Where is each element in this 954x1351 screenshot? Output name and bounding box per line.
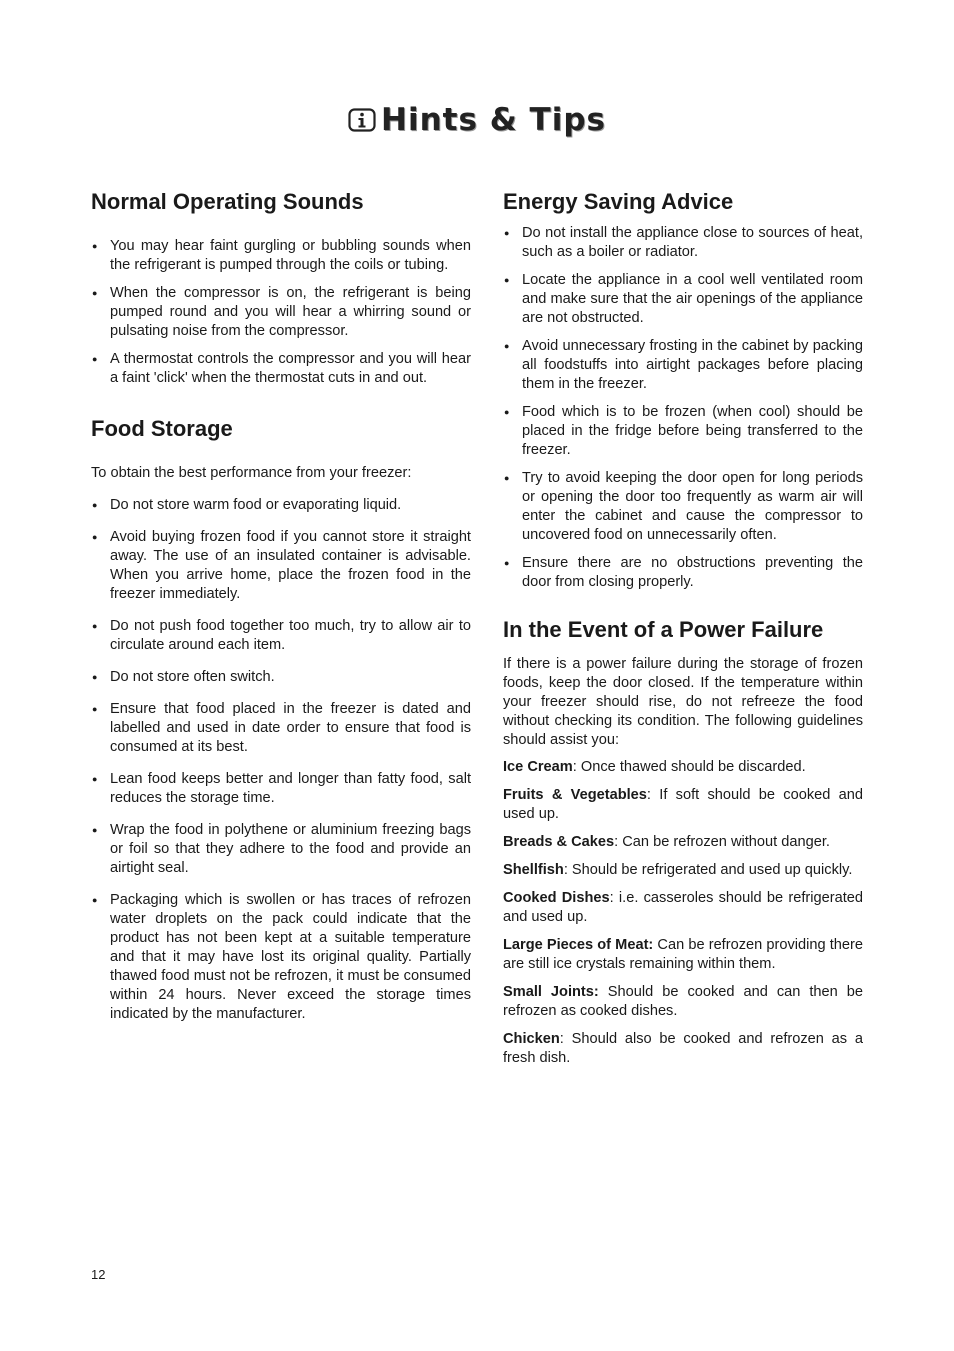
normal-sounds-list bbox=[91, 237, 471, 388]
guideline-ice-cream bbox=[503, 758, 863, 777]
food-storage-list bbox=[91, 496, 471, 1024]
left-column bbox=[91, 189, 471, 1024]
guideline-label: Breads & Cakes bbox=[503, 834, 615, 850]
list-item: ● Lean food keeps better and longer than fatty food, salt reduces the storage time. bbox=[91, 770, 471, 808]
section-heading-energy-saving: Energy Saving Advice bbox=[503, 189, 734, 214]
guideline-large-pieces-meat bbox=[503, 936, 863, 974]
energy-saving-list bbox=[503, 224, 863, 592]
power-failure-intro: If there is a power failure during the storage of frozen foods, keep the door closed. If the temperature within your freezer should rise, do not refreeze the food without checking its condition. The following guidelines should assist you: bbox=[503, 656, 863, 748]
list-item: ● Wrap the food in polythene or aluminium freezing bags or foil so that they adhere to the food and provide an airtight seal. bbox=[91, 821, 471, 878]
right-column bbox=[503, 189, 863, 1068]
list-item: ● Avoid buying frozen food if you cannot store it straight away. The use of an insulated container is advisable. When you arrive home, place the frozen food in the freezer immediately. bbox=[91, 528, 471, 604]
guideline-label: Large Pieces of Meat: bbox=[503, 937, 654, 953]
guideline-text: Should be cooked and can then be refrozen as cooked dishes. bbox=[503, 984, 864, 1019]
list-item: ● Do not install the appliance close to sources of heat, such as a boiler or radiator. bbox=[503, 224, 863, 262]
guideline-chicken bbox=[503, 1030, 863, 1068]
guideline-shellfish bbox=[503, 861, 863, 880]
page-number: 12 bbox=[91, 1267, 106, 1282]
list-item: ● Ensure that food placed in the freezer is dated and labelled and used in date order to ensure that food is consumed at its best. bbox=[91, 700, 471, 757]
list-item: ● Locate the appliance in a cool well ventilated room and make sure that the air openings of the appliance are not obstructed. bbox=[503, 271, 863, 328]
guideline-label: Chicken bbox=[503, 1031, 560, 1047]
guideline-text: : Should be refrigerated and used up quickly. bbox=[563, 862, 853, 878]
list-item: ● Do not store warm food or evaporating liquid. bbox=[91, 496, 471, 515]
guideline-text: : Should also be cooked and refrozen as a fresh dish. bbox=[503, 1031, 863, 1066]
guideline-text: : If soft should be cooked and used up. bbox=[503, 787, 863, 822]
guideline-text: Can be refrozen providing there are still ice crystals remaining within them. bbox=[503, 937, 863, 972]
list-item: ● When the compressor is on, the refrigerant is being pumped round and you will hear a whirring sound or pulsating noise from the compressor. bbox=[91, 284, 471, 341]
guideline-label: Ice Cream bbox=[503, 759, 573, 775]
food-storage-intro: To obtain the best performance from your freezer: bbox=[91, 465, 412, 481]
guideline-small-joints bbox=[503, 983, 863, 1021]
guideline-label: Small Joints: bbox=[503, 984, 599, 1000]
list-item: ● Avoid unnecessary frosting in the cabinet by packing all foodstuffs into airtight packages before placing them in the freezer. bbox=[503, 337, 863, 394]
guideline-cooked-dishes bbox=[503, 889, 863, 927]
list-item: ● Try to avoid keeping the door open for long periods or opening the door too frequently as warm air will enter the cabinet and cause the compressor to uncovered food on unnecessarily often. bbox=[503, 469, 863, 545]
list-item: ● Packaging which is swollen or has traces of refrozen water droplets on the pack could indicate that the product has not been kept at a suitable temperature and that it may have lost its original quality. Partially thawed food must not be refrozen, it must be consumed within 24 hours. Never exceed the storage times indicated by the manufacturer. bbox=[91, 891, 471, 1024]
page-title: Hints & Tips bbox=[381, 102, 606, 138]
page-header bbox=[0, 102, 954, 138]
guideline-text: : i.e. casseroles should be refrigerated and used up. bbox=[503, 890, 863, 925]
list-item: ● Do not store often switch. bbox=[91, 668, 471, 687]
list-item: ● You may hear faint gurgling or bubbling sounds when the refrigerant is pumped through the coils or tubing. bbox=[91, 237, 471, 275]
guideline-text: : Can be refrozen without danger. bbox=[614, 834, 830, 850]
list-item: ● Ensure there are no obstructions preventing the door from closing properly. bbox=[503, 554, 863, 592]
section-heading-normal-sounds: Normal Operating Sounds bbox=[91, 189, 364, 214]
guideline-text: : Once thawed should be discarded. bbox=[572, 759, 806, 775]
guideline-fruits-vegetables bbox=[503, 786, 863, 824]
guideline-breads-cakes bbox=[503, 833, 863, 852]
section-heading-food-storage: Food Storage bbox=[91, 416, 233, 441]
list-item: ● Food which is to be frozen (when cool) should be placed in the fridge before being transferred to the freezer. bbox=[503, 403, 863, 460]
page-title-group bbox=[348, 102, 606, 138]
guideline-label: Fruits & Vegetables bbox=[503, 787, 647, 803]
section-heading-power-failure: In the Event of a Power Failure bbox=[503, 617, 824, 642]
info-icon bbox=[348, 108, 376, 132]
list-item: ● Do not push food together too much, try to allow air to circulate around each item. bbox=[91, 617, 471, 655]
guideline-label: Shellfish bbox=[503, 862, 564, 878]
guideline-label: Cooked Dishes bbox=[503, 890, 610, 906]
list-item: ● A thermostat controls the compressor and you will hear a faint 'click' when the thermostat cuts in and out. bbox=[91, 350, 471, 388]
